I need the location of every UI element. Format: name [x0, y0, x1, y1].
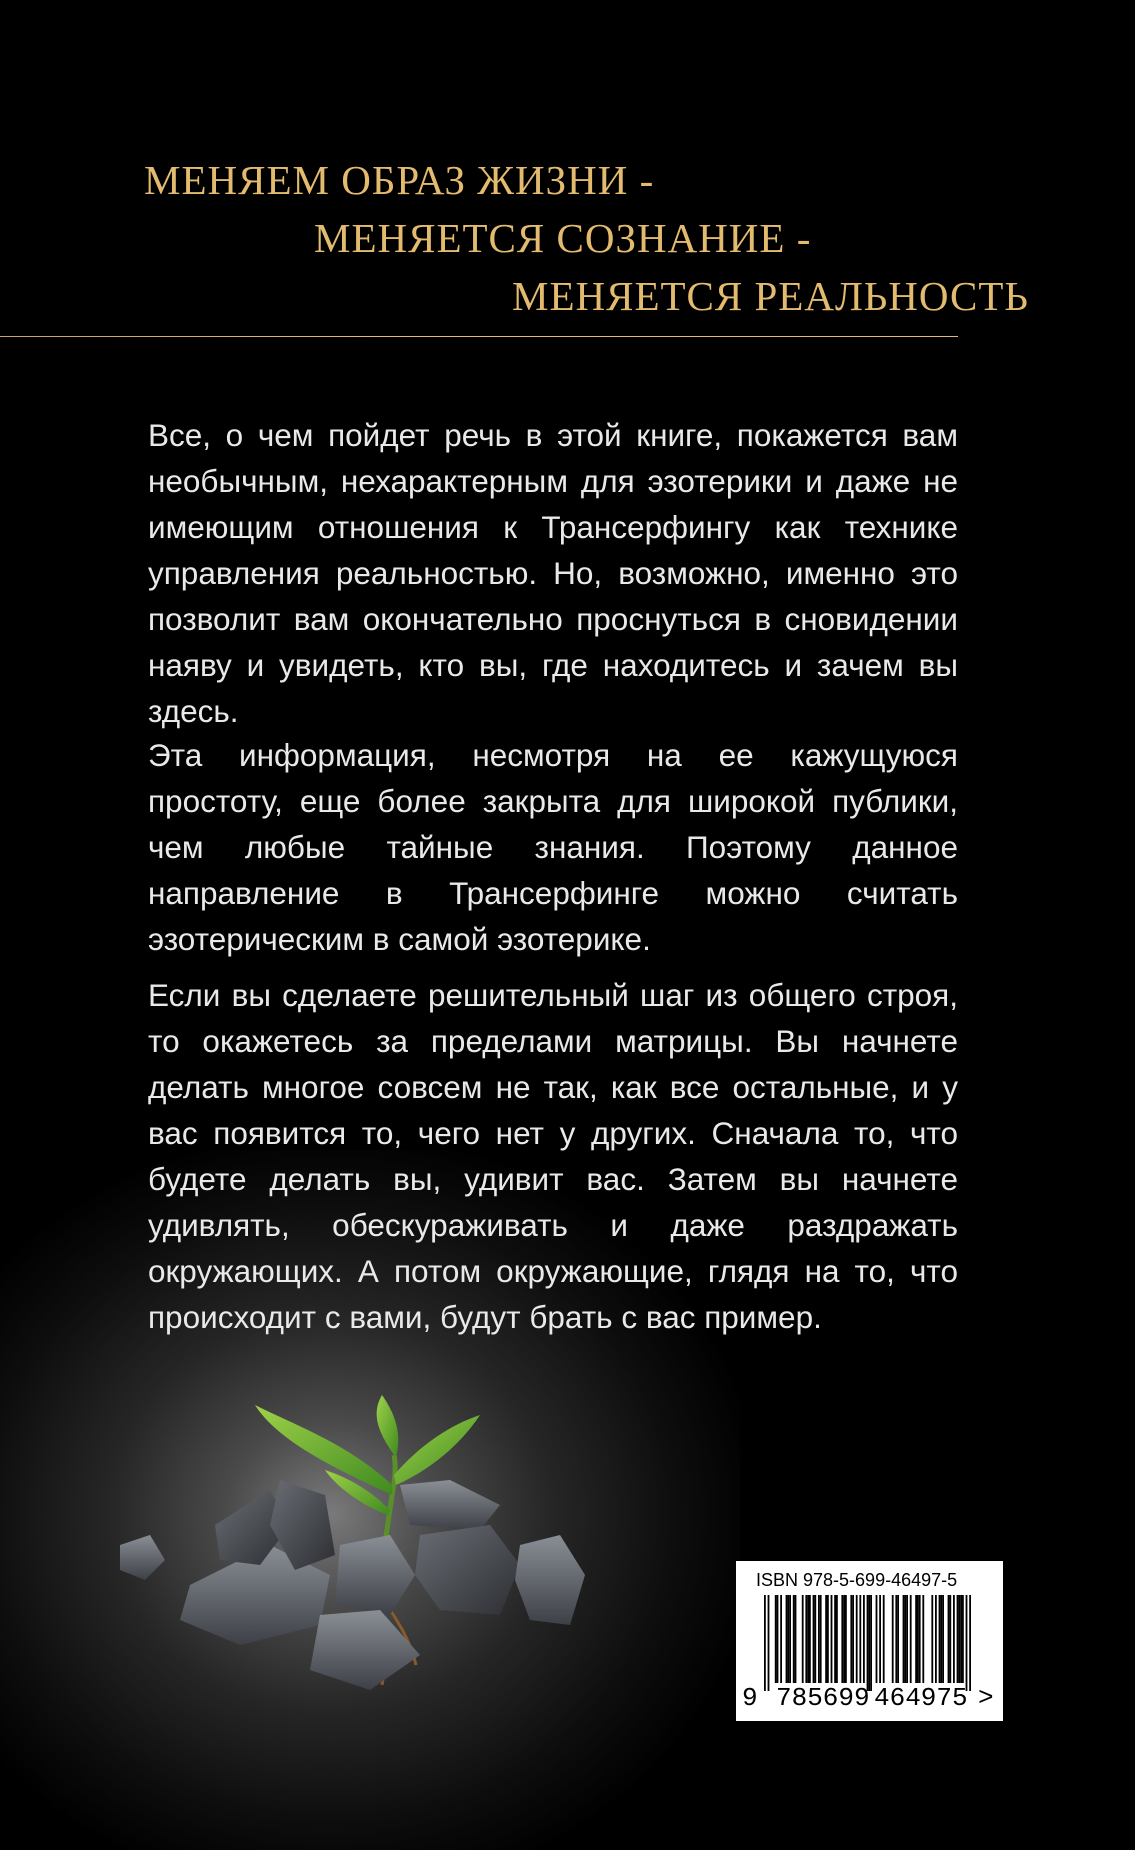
isbn-digits-left: 785699 — [776, 1683, 870, 1713]
paragraph-1: Все, о чем пойдет речь в этой книге, покажется вам необычным, нехарактерным для эзотерики и даже не имеющим отношения к Трансерфингу как технике управления реальностью. Но, возможно, именно это позволит вам окончательно проснуться в сновидении наяву и увидеть, кто вы, где находитесь и зачем вы здесь. — [148, 417, 958, 729]
isbn-arrow: > — [978, 1683, 994, 1713]
slogan-line-1: МЕНЯЕМ ОБРАЗ ЖИЗНИ - — [144, 157, 655, 203]
paragraph-2: Эта информация, несмотря на ее кажущуюся простоту, еще более закрыта для широкой публики, чем любые тайные знания. Поэтому данное направление в Трансерфинге можно считать эзотерическим в самой эзотерике. — [148, 737, 958, 957]
isbn-digits-right: 464975 — [874, 1683, 968, 1713]
slogan-line-2: МЕНЯЕТСЯ СОЗНАНИЕ - — [314, 215, 812, 261]
sprout-between-stones-image — [120, 1385, 680, 1715]
gold-divider — [0, 336, 958, 337]
slogan-line-3: МЕНЯЕТСЯ РЕАЛЬНОСТЬ — [512, 273, 1029, 319]
isbn-digit-first: 9 — [742, 1683, 758, 1713]
isbn-label: ISBN 978-5-699-46497-5 — [756, 1570, 958, 1590]
isbn-barcode-box — [736, 1561, 1003, 1721]
paragraph-3: Если вы сделаете решительный шаг из общего строя, то окажетесь за пределами матрицы. Вы начнете делать многое совсем не так, как все остальные, и у вас появится то, чего нет у других. Сначала то, что будете делать вы, удивит вас. Затем вы начнете удивлять, обескураживать и даже раздражать окружающих. А потом окружающие, глядя на то, что происходит с вами, будут брать с вас пример. — [148, 977, 958, 1335]
